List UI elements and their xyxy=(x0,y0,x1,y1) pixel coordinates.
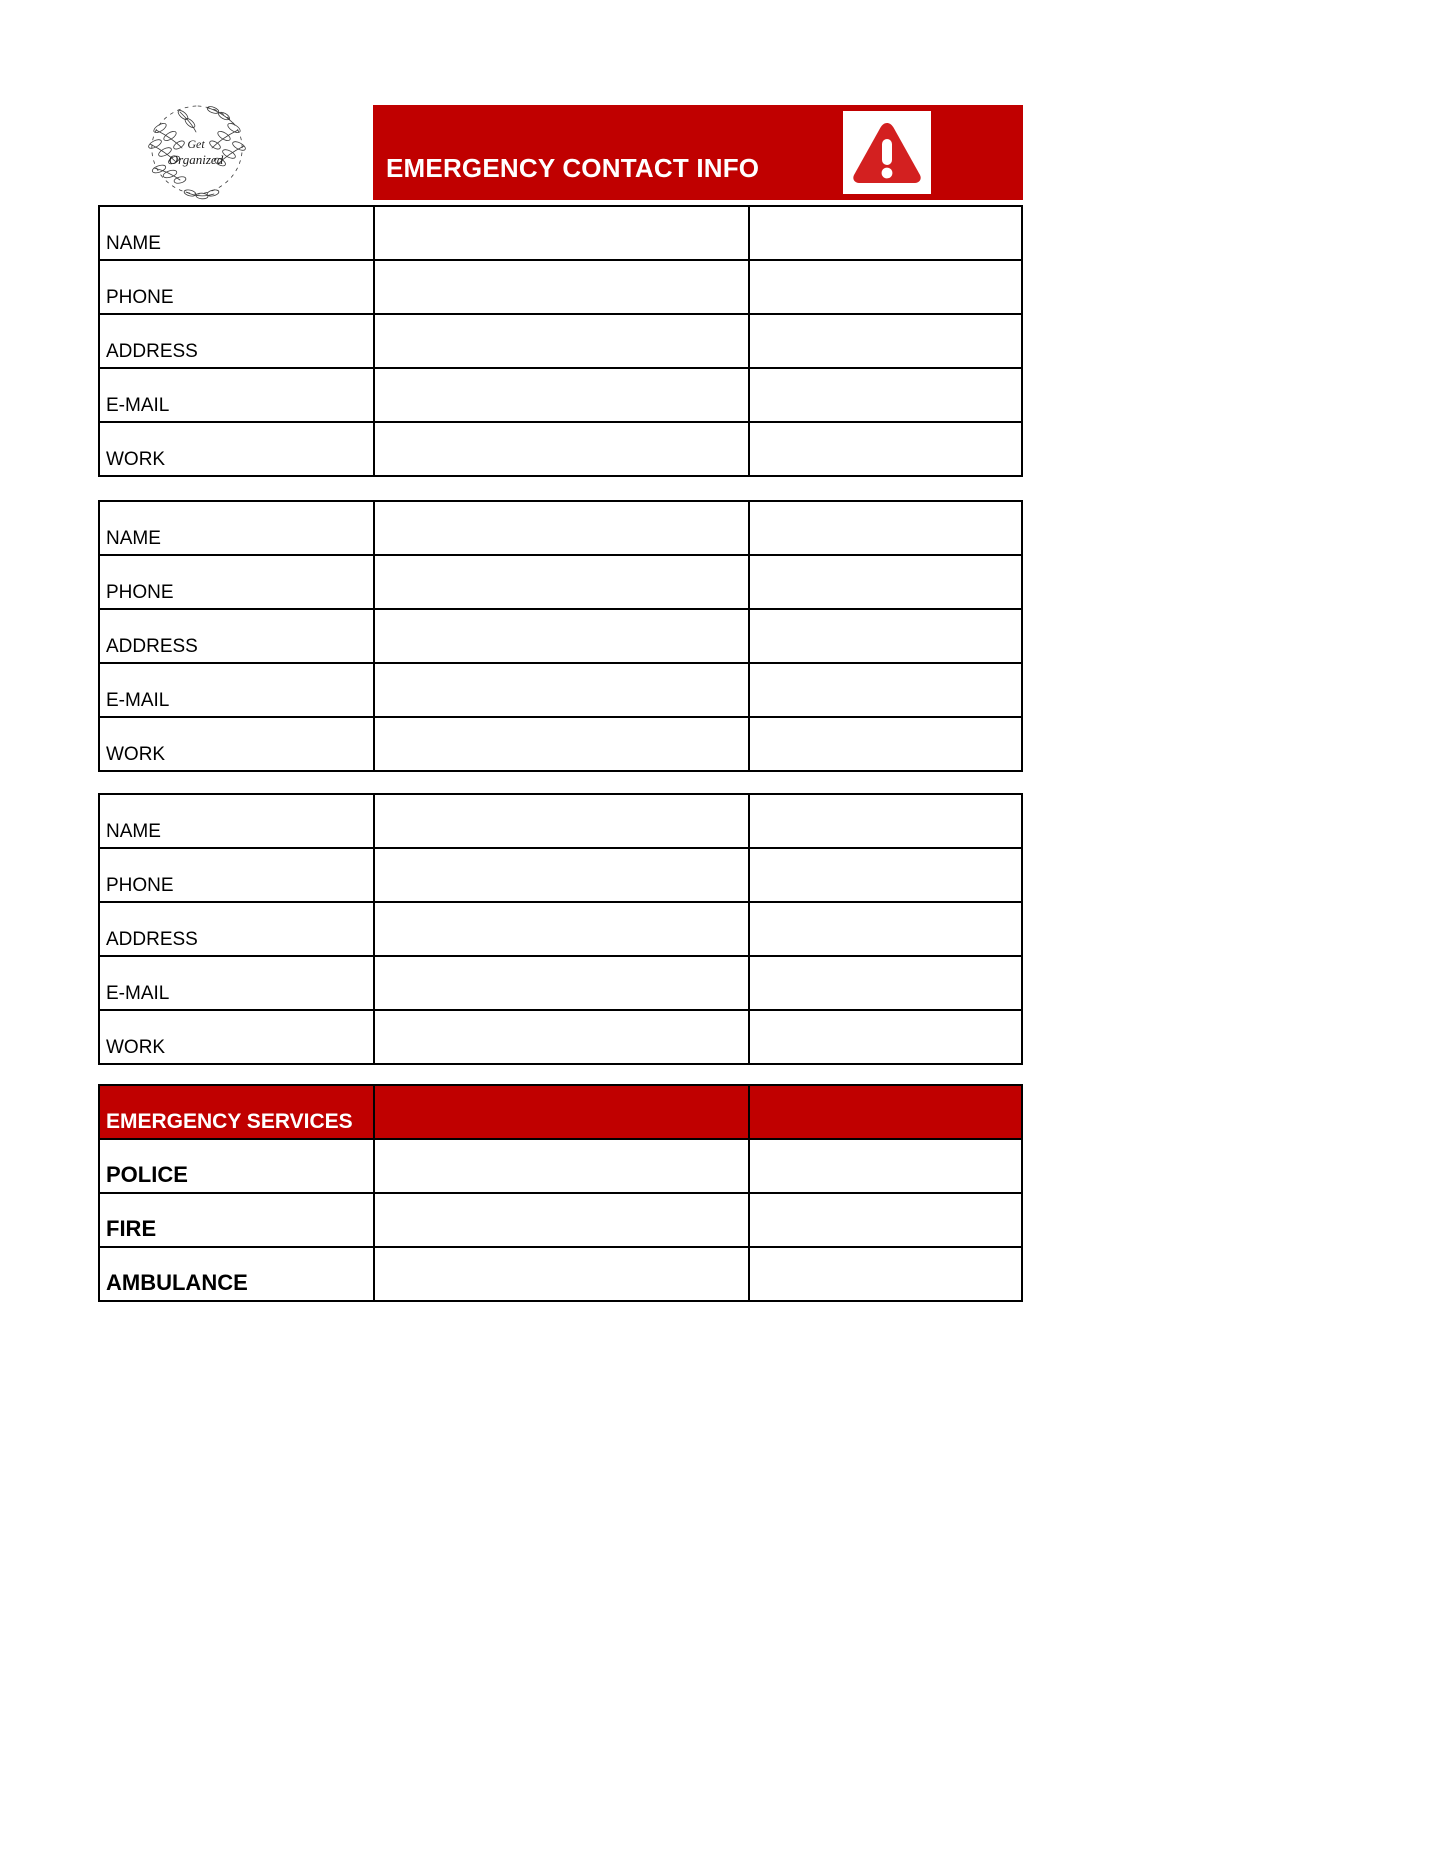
row-label-email: E-MAIL xyxy=(99,956,374,1010)
table-row xyxy=(99,1139,1022,1193)
table-row xyxy=(99,501,1022,555)
services-header-row xyxy=(99,1085,1022,1139)
row-label-address: ADDRESS xyxy=(99,609,374,663)
table-row xyxy=(99,609,1022,663)
row-label-phone: PHONE xyxy=(99,555,374,609)
row-label-work: WORK xyxy=(99,422,374,476)
row-value-right[interactable] xyxy=(749,206,1022,260)
table-row xyxy=(99,902,1022,956)
row-label-address: ADDRESS xyxy=(99,902,374,956)
row-value-mid[interactable] xyxy=(374,902,749,956)
row-label-work: WORK xyxy=(99,1010,374,1064)
row-value-right[interactable] xyxy=(749,314,1022,368)
table-row xyxy=(99,717,1022,771)
row-value-right[interactable] xyxy=(749,717,1022,771)
table-row xyxy=(99,794,1022,848)
row-value-mid[interactable] xyxy=(374,663,749,717)
row-value-mid[interactable] xyxy=(374,368,749,422)
row-label-address: ADDRESS xyxy=(99,314,374,368)
row-value-mid[interactable] xyxy=(374,609,749,663)
row-value-mid[interactable] xyxy=(374,206,749,260)
row-label-fire: FIRE xyxy=(99,1193,374,1247)
warning-triangle-svg xyxy=(850,119,924,187)
services-header-label: EMERGENCY SERVICES xyxy=(99,1085,374,1139)
row-label-phone: PHONE xyxy=(99,260,374,314)
logo-line2: Organized xyxy=(168,152,224,167)
row-value-right[interactable] xyxy=(749,902,1022,956)
row-label-name: NAME xyxy=(99,794,374,848)
row-label-email: E-MAIL xyxy=(99,663,374,717)
table-row xyxy=(99,848,1022,902)
row-value-mid[interactable] xyxy=(374,956,749,1010)
emergency-services-table xyxy=(98,1084,1023,1302)
get-organized-wreath-logo xyxy=(98,98,373,200)
table-row xyxy=(99,260,1022,314)
row-value-right[interactable] xyxy=(749,1010,1022,1064)
row-value-right[interactable] xyxy=(749,956,1022,1010)
table-row xyxy=(99,663,1022,717)
contact-block-2 xyxy=(98,500,1023,772)
row-value-mid[interactable] xyxy=(374,555,749,609)
row-label-ambulance: AMBULANCE xyxy=(99,1247,374,1301)
table-row xyxy=(99,555,1022,609)
sheet-header xyxy=(98,100,1023,200)
row-value-mid[interactable] xyxy=(374,260,749,314)
row-label-work: WORK xyxy=(99,717,374,771)
row-value-mid[interactable] xyxy=(374,794,749,848)
contact-block-3 xyxy=(98,793,1023,1065)
row-value-right[interactable] xyxy=(749,501,1022,555)
contact-block-1 xyxy=(98,205,1023,477)
table-row xyxy=(99,314,1022,368)
row-value-right[interactable] xyxy=(749,794,1022,848)
row-value-right[interactable] xyxy=(749,368,1022,422)
row-value-right[interactable] xyxy=(749,1139,1022,1193)
services-header-mid xyxy=(374,1085,749,1139)
table-row xyxy=(99,1193,1022,1247)
row-label-name: NAME xyxy=(99,206,374,260)
row-value-mid[interactable] xyxy=(374,422,749,476)
row-value-right[interactable] xyxy=(749,609,1022,663)
row-label-name: NAME xyxy=(99,501,374,555)
page-title: EMERGENCY CONTACT INFO xyxy=(386,153,760,183)
row-value-right[interactable] xyxy=(749,422,1022,476)
row-value-right[interactable] xyxy=(749,1193,1022,1247)
table-row xyxy=(99,422,1022,476)
row-label-phone: PHONE xyxy=(99,848,374,902)
row-value-right[interactable] xyxy=(749,663,1022,717)
table-row xyxy=(99,1010,1022,1064)
row-value-mid[interactable] xyxy=(374,1247,749,1301)
row-value-right[interactable] xyxy=(749,555,1022,609)
row-value-mid[interactable] xyxy=(374,1193,749,1247)
table-row xyxy=(99,368,1022,422)
title-banner xyxy=(373,105,1023,200)
row-value-right[interactable] xyxy=(749,1247,1022,1301)
row-value-mid[interactable] xyxy=(374,314,749,368)
row-value-mid[interactable] xyxy=(374,848,749,902)
row-label-email: E-MAIL xyxy=(99,368,374,422)
table-row xyxy=(99,956,1022,1010)
services-header-right xyxy=(749,1085,1022,1139)
row-value-right[interactable] xyxy=(749,848,1022,902)
row-value-right[interactable] xyxy=(749,260,1022,314)
row-value-mid[interactable] xyxy=(374,501,749,555)
table-row xyxy=(99,206,1022,260)
warning-triangle-icon xyxy=(843,111,931,194)
logo-line1: Get xyxy=(187,137,205,151)
row-label-police: POLICE xyxy=(99,1139,374,1193)
row-value-mid[interactable] xyxy=(374,1139,749,1193)
row-value-mid[interactable] xyxy=(374,1010,749,1064)
wreath-logo-svg xyxy=(98,98,373,200)
row-value-mid[interactable] xyxy=(374,717,749,771)
table-row xyxy=(99,1247,1022,1301)
